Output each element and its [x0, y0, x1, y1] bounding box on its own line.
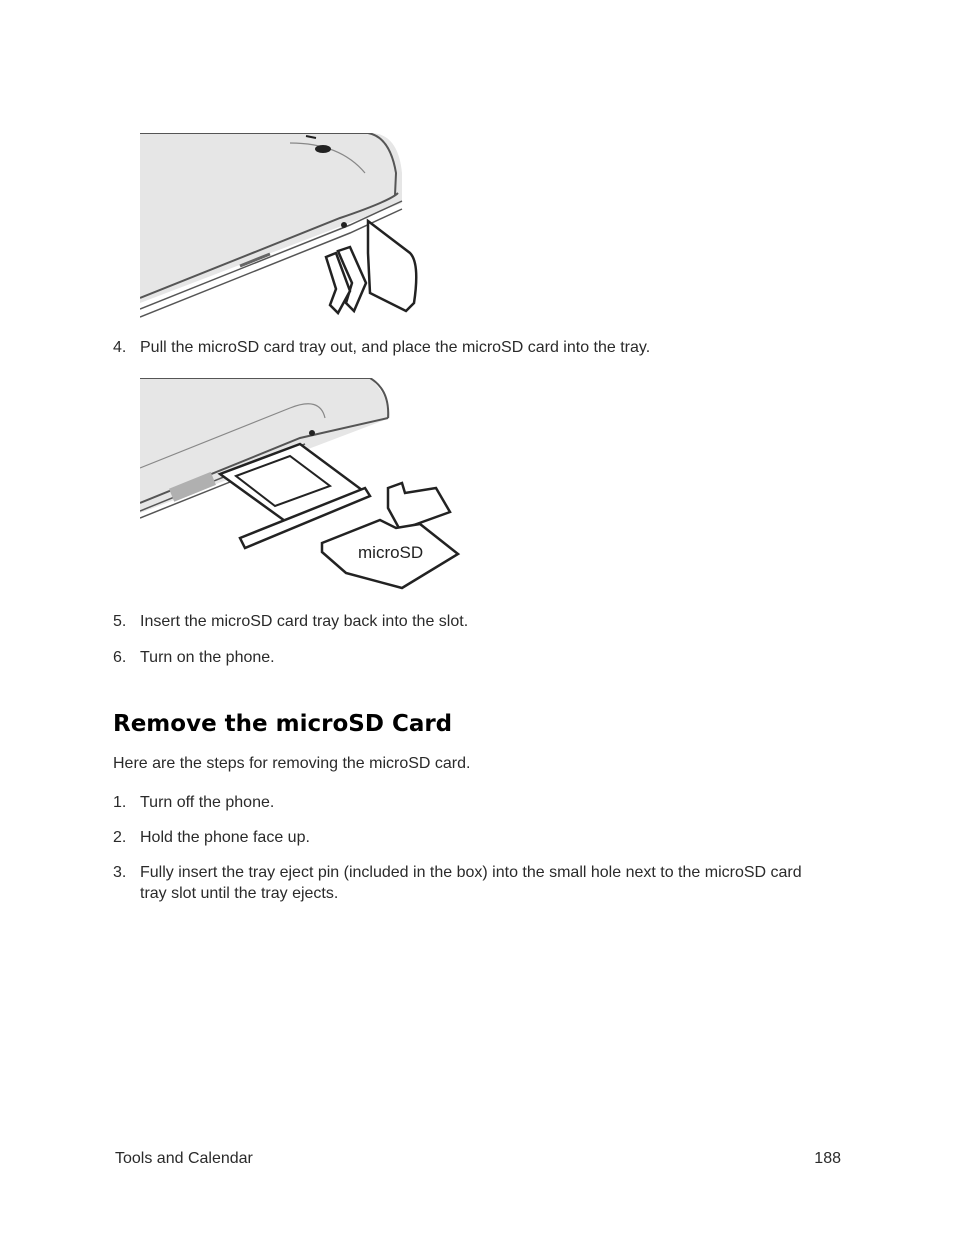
section-title: Remove the microSD Card [113, 711, 453, 737]
step-text: Turn off the phone. [140, 794, 275, 811]
step-number: 6. [113, 649, 127, 666]
illustration-microsd-tray [140, 378, 465, 594]
microsd-card-label: microSD [358, 543, 424, 562]
step-number: 4. [113, 339, 127, 356]
step-text: Hold the phone face up. [140, 829, 310, 846]
step-number: 3. [113, 864, 127, 881]
step-text: Pull the microSD card tray out, and place the microSD card into the tray. [140, 339, 651, 356]
step-number: 5. [113, 613, 127, 630]
section-intro: Here are the steps for removing the microSD card. [113, 755, 471, 772]
step-text: Insert the microSD card tray back into the slot. [140, 613, 469, 630]
step-number: 2. [113, 829, 127, 846]
footer-chapter: Tools and Calendar [115, 1150, 253, 1167]
illustration-eject-pin [140, 133, 420, 319]
footer-page-number: 188 [814, 1150, 841, 1167]
step-text: Turn on the phone. [140, 649, 275, 666]
step-number: 1. [113, 794, 127, 811]
step-text: Fully insert the tray eject pin (included in the box) into the small hole next to the microSD card tray slot until the tray ejects. [140, 864, 802, 902]
